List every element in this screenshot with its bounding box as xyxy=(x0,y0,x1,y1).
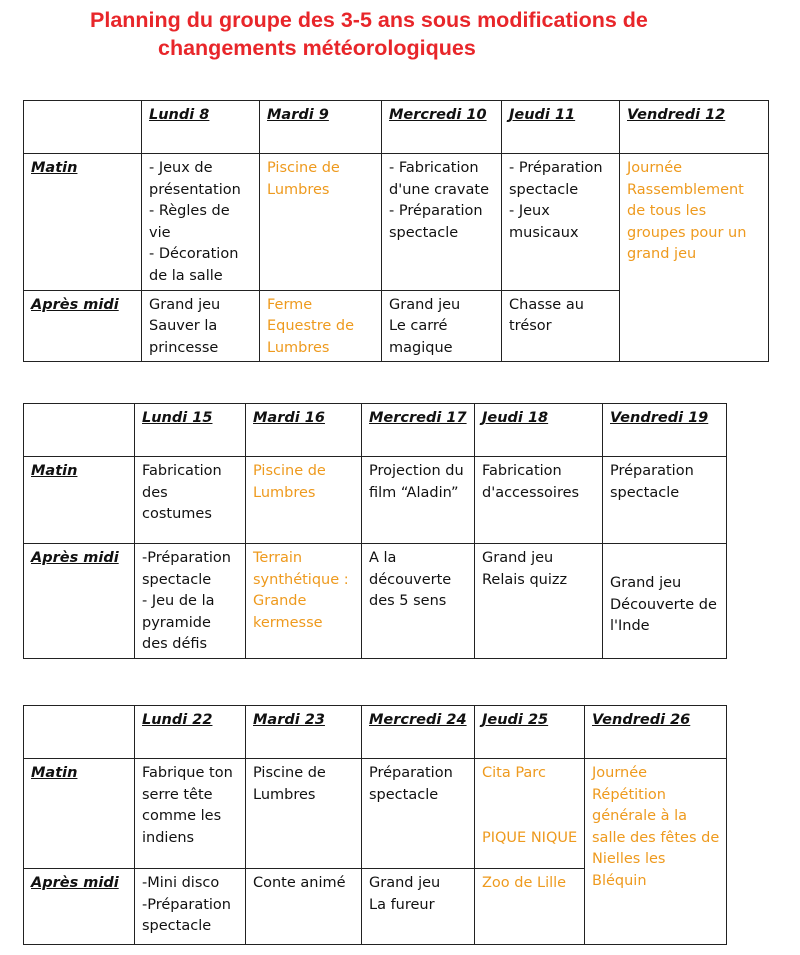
header-row xyxy=(24,101,769,154)
activity-cell: - Jeux de présentation - Règles de vie - Décoration de la salle xyxy=(142,154,260,291)
matin-row xyxy=(24,154,769,291)
activity-cell: Zoo de Lille xyxy=(475,869,585,945)
activity-cell: Grand jeu Relais quizz xyxy=(475,544,603,659)
activity-cell: Journée Répétition générale à la salle des fêtes de Nielles les Bléquin xyxy=(585,759,727,945)
day-header: Vendredi 19 xyxy=(603,404,727,457)
header-row xyxy=(24,706,727,759)
activity-cell: Conte animé xyxy=(246,869,362,945)
corner-cell xyxy=(24,101,142,154)
activity-cell: Fabrication des costumes xyxy=(135,457,246,544)
row-label: Matin xyxy=(24,759,135,869)
week-table-1 xyxy=(23,100,769,362)
row-label: Matin xyxy=(24,457,135,544)
day-header: Lundi 15 xyxy=(135,404,246,457)
day-header: Vendredi 26 xyxy=(585,706,727,759)
activity-cell: Grand jeu Découverte de l'Inde xyxy=(603,544,727,659)
row-label: Après midi xyxy=(24,544,135,659)
row-label: Matin xyxy=(24,154,142,291)
day-header: Mercredi 24 xyxy=(362,706,475,759)
activity-cell: Cita Parc PIQUE NIQUE xyxy=(475,759,585,869)
activity-cell: Fabrique ton serre tête comme les indiens xyxy=(135,759,246,869)
activity-cell: Chasse au trésor xyxy=(502,290,620,362)
activity-cell: Piscine de Lumbres xyxy=(246,759,362,869)
day-header: Mardi 16 xyxy=(246,404,362,457)
activity-cell: - Préparation spectacle - Jeux musicaux xyxy=(502,154,620,291)
corner-cell xyxy=(24,706,135,759)
matin-row xyxy=(24,457,727,544)
day-header: Mardi 23 xyxy=(246,706,362,759)
activity-cell: - Fabrication d'une cravate - Préparation spectacle xyxy=(382,154,502,291)
day-header: Lundi 22 xyxy=(135,706,246,759)
header-row xyxy=(24,404,727,457)
activity-cell: -Mini disco -Préparation spectacle xyxy=(135,869,246,945)
activity-cell: Préparation spectacle xyxy=(603,457,727,544)
activity-cell: Projection du film “Aladin” xyxy=(362,457,475,544)
title-line-2: changements météorologiques xyxy=(158,36,476,60)
row-label: Après midi xyxy=(24,869,135,945)
week-table-2 xyxy=(23,403,727,659)
day-header: Vendredi 12 xyxy=(620,101,769,154)
activity-cell: Grand jeu Le carré magique xyxy=(382,290,502,362)
activity-cell: Grand jeu La fureur xyxy=(362,869,475,945)
week-table-3 xyxy=(23,705,727,945)
activity-cell: A la découverte des 5 sens xyxy=(362,544,475,659)
day-header: Jeudi 18 xyxy=(475,404,603,457)
activity-cell: Préparation spectacle xyxy=(362,759,475,869)
activity-cell: Fabrication d'accessoires xyxy=(475,457,603,544)
activity-cell: Grand jeu Sauver la princesse xyxy=(142,290,260,362)
row-label: Après midi xyxy=(24,290,142,362)
day-header: Jeudi 25 xyxy=(475,706,585,759)
day-header: Mardi 9 xyxy=(260,101,382,154)
day-header: Jeudi 11 xyxy=(502,101,620,154)
activity-cell: Journée Rassemblement de tous les groupes pour un grand jeu xyxy=(620,154,769,362)
activity-cell: -Préparation spectacle - Jeu de la pyramide des défis xyxy=(135,544,246,659)
activity-cell: Ferme Equestre de Lumbres xyxy=(260,290,382,362)
day-header: Lundi 8 xyxy=(142,101,260,154)
matin-row xyxy=(24,759,727,869)
apres-midi-row xyxy=(24,544,727,659)
day-header: Mercredi 17 xyxy=(362,404,475,457)
activity-cell: Piscine de Lumbres xyxy=(246,457,362,544)
corner-cell xyxy=(24,404,135,457)
day-header: Mercredi 10 xyxy=(382,101,502,154)
page-title xyxy=(90,6,790,62)
activity-cell: Piscine de Lumbres xyxy=(260,154,382,291)
title-line-1: Planning du groupe des 3-5 ans sous modifications de xyxy=(90,8,648,32)
activity-cell: Terrain synthétique : Grande kermesse xyxy=(246,544,362,659)
